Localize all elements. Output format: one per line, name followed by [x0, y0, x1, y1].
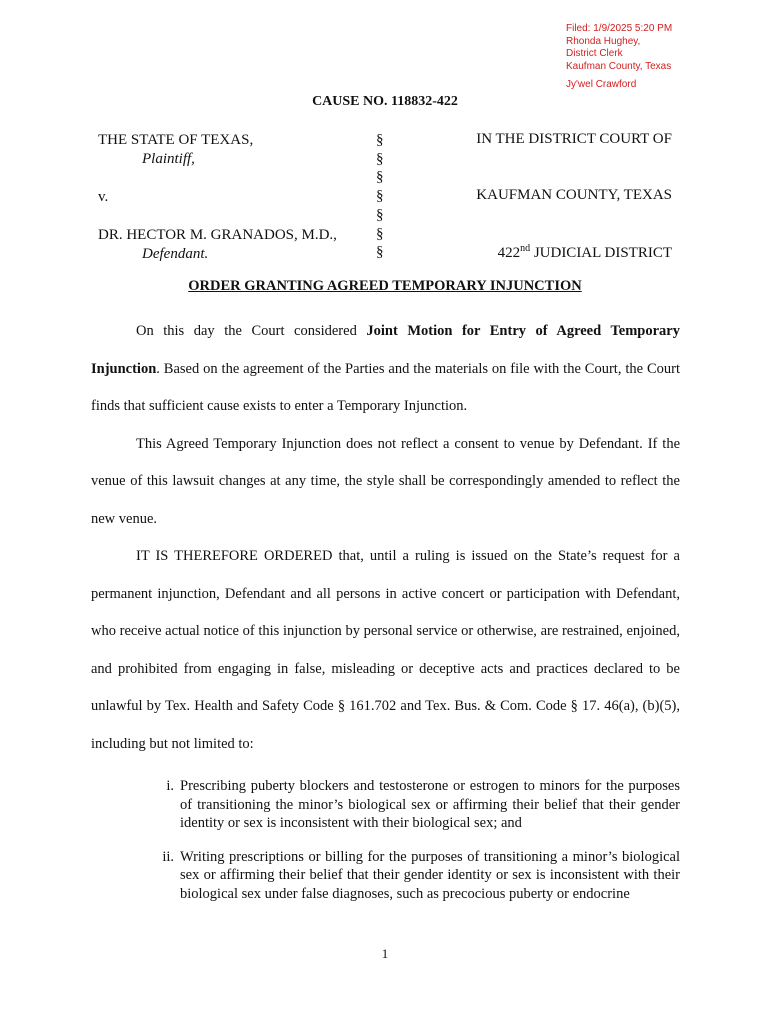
list-item: [150, 848, 680, 904]
section-symbols: [376, 131, 384, 262]
filed-date: Filed: 1/9/2025 5:20 PM: [566, 23, 673, 34]
district-ordinal: 422: [497, 245, 521, 261]
clerk-county: Kaufman County, Texas: [566, 60, 672, 72]
list-item-number: i.: [166, 778, 174, 794]
versus: v.: [98, 189, 109, 205]
district-suffix: nd: [520, 243, 531, 254]
caption-parties: [98, 131, 337, 264]
order-title: ORDER GRANTING AGREED TEMPORARY INJUNCTION: [188, 278, 582, 294]
section-symbol: §: [376, 132, 384, 148]
clerk-name: Rhonda Hughey,: [566, 35, 641, 47]
court-line-1: IN THE DISTRICT COURT OF: [476, 131, 672, 147]
paragraph-1: [91, 313, 680, 426]
prohibited-acts-list: [150, 777, 680, 918]
paragraph-1-start: On this day the Court considered: [136, 323, 367, 339]
section-symbol: §: [376, 244, 384, 261]
section-symbol: §: [376, 225, 384, 242]
court-line-2: KAUFMAN COUNTY, TEXAS: [476, 187, 672, 203]
section-symbol: §: [376, 169, 384, 186]
section-symbol: §: [376, 206, 384, 223]
judicial-district: [498, 243, 672, 262]
order-body: [91, 313, 680, 763]
paragraph-1-end: . Based on the agreement of the Parties and the materials on file with the Court, the Court finds that sufficient cause exists to enter a Temporary Injunction.: [91, 360, 680, 414]
section-symbol: §: [376, 150, 384, 167]
deputy-clerk: Jy'wel Crawford: [566, 79, 637, 90]
plaintiff-name: THE STATE OF TEXAS,: [98, 132, 254, 148]
paragraph-2: This Agreed Temporary Injunction does not reflect a consent to venue by Defendant. If the venue of this lawsuit changes at any time, the style shall be correspondingly amended to reflect the new venue.: [91, 435, 680, 527]
filing-stamp: [566, 23, 672, 92]
clerk-title: District Clerk: [566, 48, 623, 59]
plaintiff-role: Plaintiff,: [142, 151, 195, 167]
list-item: [150, 777, 680, 833]
list-item-text: Writing prescriptions or billing for the purposes of transitioning a minor’s biological sex or affirming their belief that their gender identity or sex is inconsistent with their biological sex under false diagnoses, such as precocious puberty or endocrine: [180, 848, 680, 902]
motion-title: Joint Motion for Entry of Agreed Temporary Injunction: [91, 323, 680, 377]
district-rest: JUDICIAL DISTRICT: [530, 245, 672, 261]
list-item-text: Prescribing puberty blockers and testosterone or estrogen to minors for the purposes of transitioning the minor’s biological sex or affirming their belief that their gender identity or sex is inconsistent with their biological sex; and: [180, 778, 680, 831]
cause-number: CAUSE NO. 118832-422: [312, 94, 458, 109]
defendant-role: Defendant.: [142, 246, 209, 262]
paragraph-3: IT IS THEREFORE ORDERED that, until a ruling is issued on the State’s request for a permanent injunction, Defendant and all persons in active concert or participation with Defendant, who receive actual notice of this injunction by personal service or otherwise, are restrained, enjoined, and prohibited from engaging in false, misleading or deceptive acts and practices declared to be unlawful by Tex. Health and Safety Code § 161.702 and Tex. Bus. & Com. Code § 17. 46(a), (b)(5), including but not limited to:: [91, 548, 680, 752]
defendant-name: DR. HECTOR M. GRANADOS, M.D.,: [98, 227, 337, 243]
page-number: 1: [381, 946, 389, 961]
list-item-number: ii.: [162, 848, 174, 865]
section-symbol: §: [376, 188, 384, 205]
